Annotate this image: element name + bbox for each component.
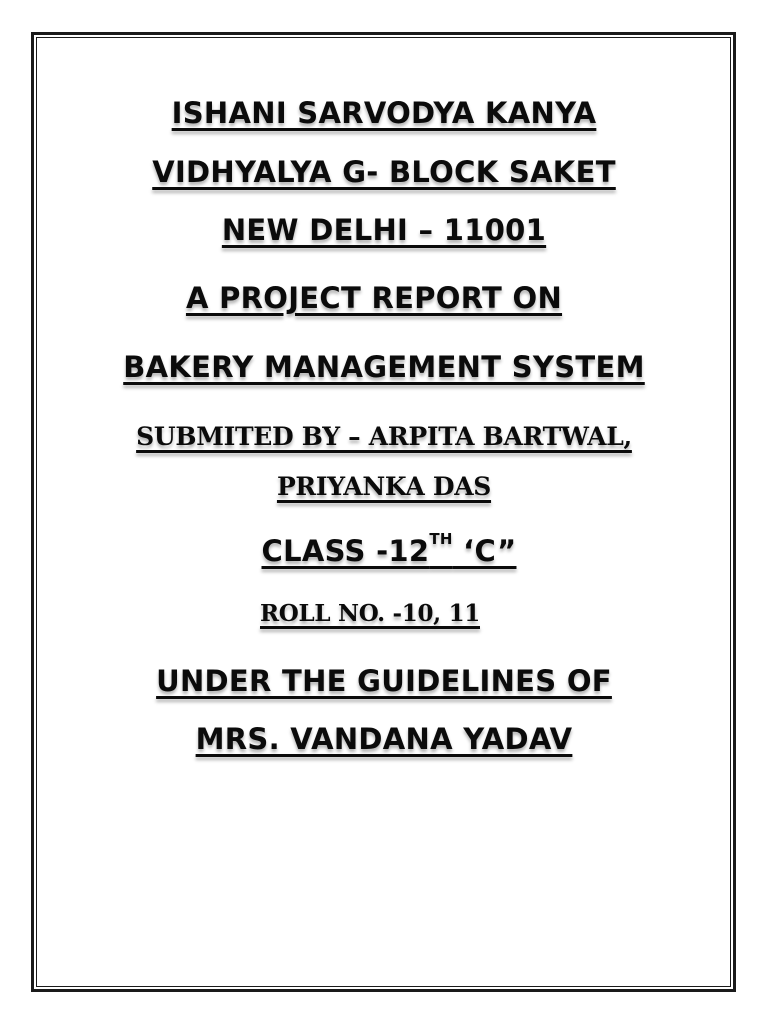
roll-number: ROLL NO. -10, 11 [259,600,480,627]
guide-name: MRS. VANDANA YADAV [195,722,573,756]
class-section: ‘C” [452,534,517,568]
class-ordinal-suffix: TH [429,530,453,548]
school-name-line-2: VIDHYALYA G- BLOCK SAKET [152,155,616,189]
class-prefix: CLASS -12 [261,534,430,568]
report-title: BAKERY MANAGEMENT SYSTEM [123,350,645,384]
class-info [5,530,768,568]
school-name-line-1: ISHANI SARVODYA KANYA [171,96,597,130]
guidance-heading: UNDER THE GUIDELINES OF [156,664,612,698]
second-student-name: PRIYANKA DAS [276,472,492,501]
report-intro: A PROJECT REPORT ON [185,281,563,315]
school-address: NEW DELHI – 11001 [221,213,547,247]
submitted-by: SUBMITED BY – ARPITA BARTWAL, [136,422,632,451]
